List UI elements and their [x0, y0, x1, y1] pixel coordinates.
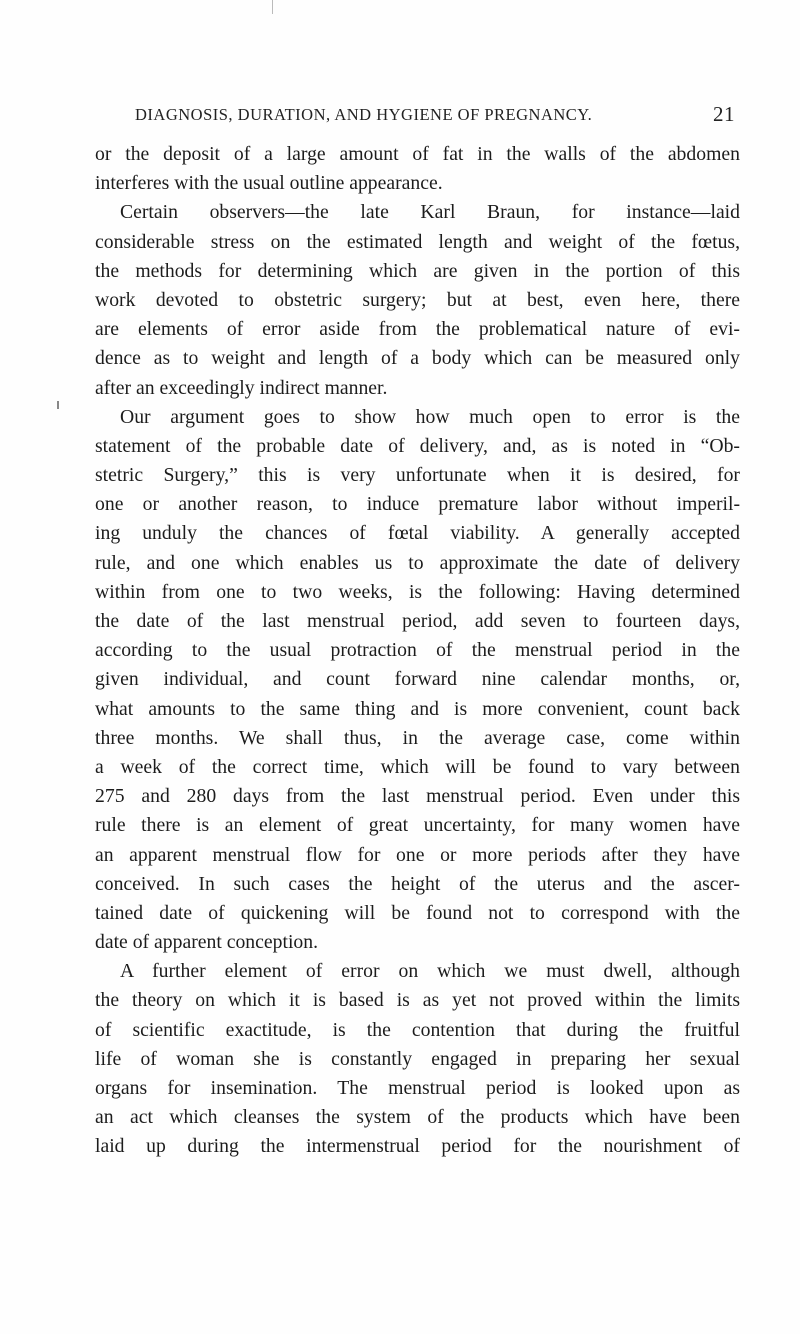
text-line: Certain observers—the late Karl Braun, for instance—laid [120, 201, 740, 224]
text-line: an act which cleanses the system of the products which have been [95, 1106, 740, 1129]
text-line: within from one to two weeks, is the following: Having determined [95, 580, 740, 603]
body-text [95, 140, 740, 1162]
text-line: an apparent menstrual flow for one or more periods after they have [95, 843, 740, 866]
text-line: or the deposit of a large amount of fat in the walls of the abdomen [95, 143, 740, 165]
text-line: considerable stress on the estimated length and weight of the fœtus, [95, 230, 740, 253]
text-line: interferes with the usual outline appearance. [95, 172, 443, 195]
text-line: laid up during the intermenstrual period for the nourishment of [95, 1135, 740, 1158]
text-line: according to the usual protraction of the menstrual period in the [95, 639, 740, 662]
text-line: one or another reason, to induce premature labor without imperil- [95, 493, 740, 516]
text-line: the methods for determining which are given in the portion of this [95, 259, 740, 282]
text-line: after an exceedingly indirect manner. [95, 376, 388, 399]
text-line: statement of the probable date of delivery, and, as is noted in “Ob- [95, 434, 740, 457]
text-line: conceived. In such cases the height of the uterus and the ascer- [95, 872, 740, 895]
text-line: 275 and 280 days from the last menstrual period. Even under this [95, 785, 740, 808]
text-line: life of woman she is constantly engaged in preparing her sexual [95, 1047, 740, 1070]
text-line: tained date of quickening will be found not to correspond with the [95, 901, 740, 924]
text-line: the theory on which it is based is as yet not proved within the limits [95, 989, 740, 1012]
running-header [135, 102, 735, 129]
text-line: the date of the last menstrual period, add seven to fourteen days, [95, 610, 740, 632]
text-line: are elements of error aside from the problematical nature of evi- [95, 318, 740, 341]
page-number: 21 [713, 102, 735, 126]
text-line: rule, and one which enables us to approximate the date of delivery [95, 551, 740, 574]
text-line: work devoted to obstetric surgery; but at best, even here, there [95, 288, 740, 311]
text-line: ing unduly the chances of fœtal viability. A generally accepted [95, 522, 740, 545]
text-line: a week of the correct time, which will be found to vary between [95, 755, 740, 778]
running-title: DIAGNOSIS, DURATION, AND HYGIENE OF PREGNANCY. [135, 105, 593, 124]
text-line: date of apparent conception. [95, 931, 319, 954]
text-line: three months. We shall thus, in the average case, come within [95, 726, 740, 749]
text-line: of scientific exactitude, is the contention that during the fruitful [95, 1018, 740, 1041]
text-line: organs for insemination. The menstrual period is looked upon as [95, 1077, 740, 1099]
text-line: A further element of error on which we must dwell, although [120, 960, 740, 983]
text-line: stetric Surgery,” this is very unfortunate when it is desired, for [95, 464, 740, 487]
text-line: what amounts to the same thing and is more convenient, count back [95, 697, 740, 720]
scan-artifact-mark [272, 0, 273, 14]
text-line: given individual, and count forward nine calendar months, or, [95, 668, 740, 691]
margin-mark [57, 401, 59, 409]
text-line: Our argument goes to show how much open to error is the [120, 405, 740, 428]
text-line: rule there is an element of great uncertainty, for many women have [95, 814, 740, 837]
text-line: dence as to weight and length of a body which can be measured only [95, 347, 740, 370]
